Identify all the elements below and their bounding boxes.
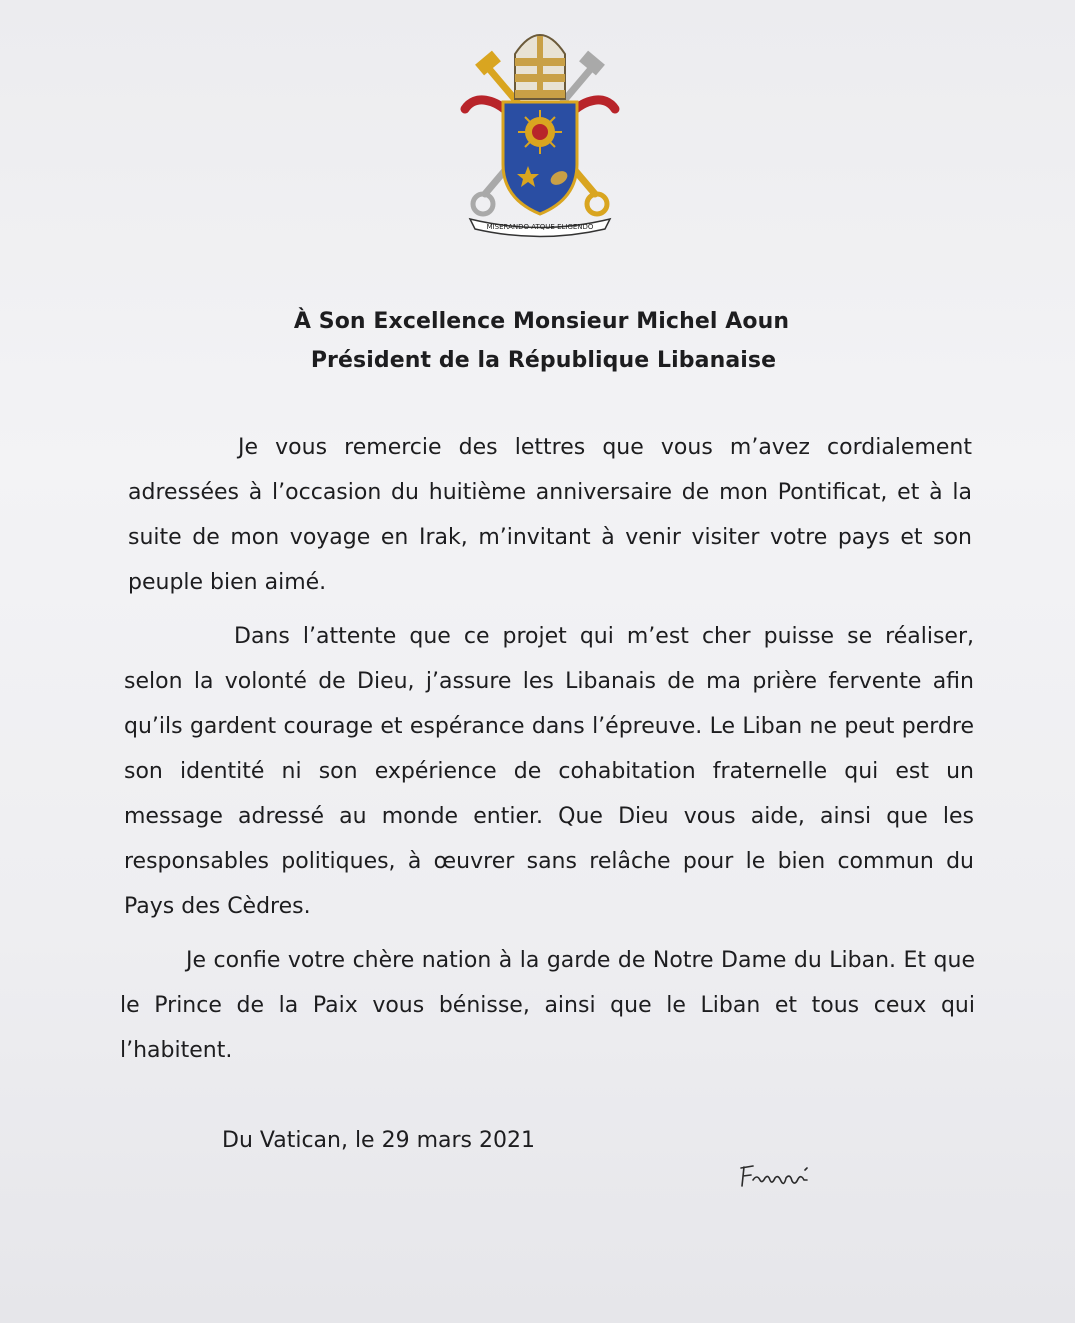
dateline: Du Vatican, le 29 mars 2021 bbox=[222, 1128, 535, 1153]
mitre-icon bbox=[515, 35, 565, 99]
motto-text: MISERANDO ATQUE ELIGENDO bbox=[486, 223, 594, 231]
body-paragraph-3: Je confie votre chère nation à la garde de Notre Dame du Liban. Et que le Prince de la Paix vous bénisse, ainsi que le Liban et tous ceux qui l’habitent. bbox=[120, 948, 975, 1063]
papal-coat-of-arms-icon bbox=[455, 14, 625, 240]
shield-icon bbox=[503, 102, 577, 214]
body-paragraph-1: Je vous remercie des lettres que vous m’avez cordialement adressées à l’occasion du huitième anniversaire de mon Pontificat, et à la suite de mon voyage en Irak, m’invitant à venir visiter votre pays et son peuple bien aimé. bbox=[128, 435, 972, 595]
addressee-line-1: À Son Excellence Monsieur Michel Aoun bbox=[293, 309, 790, 334]
signature-mark bbox=[735, 1156, 825, 1196]
body-paragraph-2: Dans l’attente que ce projet qui m’est cher puisse se réaliser, selon la volonté de Dieu, j’assure les Libanais de ma prière fervente afin qu’ils gardent courage et espérance dans l’épreuve. Le Liban ne peut perdre son identité ni son expérience de cohabitation fraternelle qui est un message adressé au monde entier. Que Dieu vous aide, ainsi que les responsables politiques, à œuvrer sans relâche pour le bien commun du Pays des Cèdres. bbox=[124, 624, 974, 919]
addressee-block bbox=[0, 302, 1075, 380]
addressee-line-2: Président de la République Libanaise bbox=[310, 348, 777, 373]
